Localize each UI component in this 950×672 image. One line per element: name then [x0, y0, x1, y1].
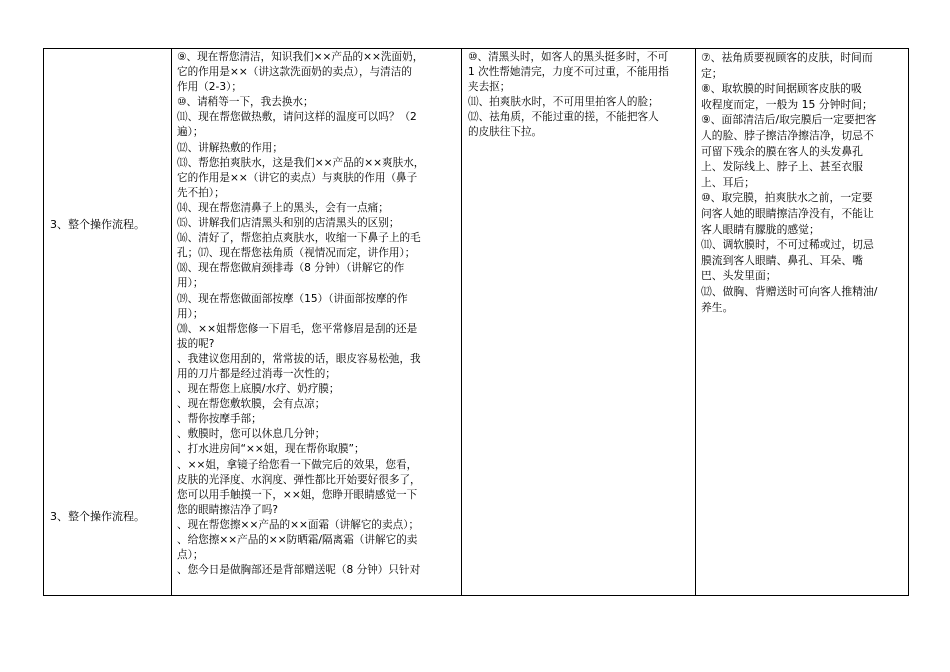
text-line: 孔；⒄、现在帮您祛角质（视情况而定，讲作用）；	[177, 247, 416, 260]
procedure-steps-column	[172, 49, 462, 595]
procedure-steps-text	[172, 49, 461, 578]
text-line: 、我建议您用刮的，常常拔的话，眼皮容易松弛，我	[177, 352, 421, 365]
text-line: 、现在帮您擦××产品的××面霜（讲解它的卖点）；	[177, 518, 420, 531]
text-line: 上、耳后；	[701, 175, 755, 189]
text-line: 问客人她的眼睛擦洁净没有，不能让	[701, 206, 874, 220]
text-line: 遍）；	[177, 126, 204, 139]
text-line: ⒂、讲解我们店清黑头和别的店清黑头的区别；	[177, 217, 400, 230]
notes-text	[696, 49, 909, 315]
text-line: 膜流到客人眼睛、鼻孔、耳朵、嘴	[701, 253, 863, 267]
text-line: ⒅、现在帮您做肩颈排毒（8 分钟）（讲解它的作	[177, 262, 405, 275]
row-label-column	[44, 49, 172, 595]
text-line: 1 次性帮她清完，力度不可过重，不能用指	[468, 66, 669, 79]
text-line: 、敷膜时，您可以休息几分钟；	[177, 428, 326, 441]
text-line: ⑿、做胸、背赠送时可向客人推精油/	[701, 284, 878, 298]
text-line: 、现在帮您敷软膜，会有点凉；	[177, 398, 326, 411]
text-line: 、现在帮您上底膜/水疗、奶疗膜；	[177, 383, 340, 396]
text-line: 夹去抠；	[468, 81, 511, 94]
notes-column	[696, 49, 909, 595]
text-line: ⒇、××姐帮您修一下眉毛，您平常修眉是刮的还是	[177, 322, 418, 335]
text-line: 、打水进房间“××姐，现在帮你取膜”；	[177, 443, 365, 456]
text-line: 拔的呢?	[177, 337, 215, 350]
text-line: ⑾、现在帮您做热敷，请问这样的温度可以吗？（2	[177, 111, 417, 124]
text-line: ⒆、现在帮您做面部按摩（15）（讲面部按摩的作	[177, 292, 408, 305]
text-line: 、帮你按摩手部；	[177, 413, 262, 426]
text-line: 定；	[701, 66, 723, 80]
text-line: ⑩、请稍等一下，我去换水；	[177, 96, 314, 109]
text-line: 巴、头发里面；	[701, 269, 777, 283]
text-line: ⑿、祛角质，不能过重的搓，不能把客人	[468, 111, 659, 124]
text-line: 用）；	[177, 307, 204, 320]
cautions-column	[462, 49, 696, 595]
text-line: 上、发际线上、脖子上、甚至衣服	[701, 160, 863, 174]
text-line: 客人眼睛有朦胧的感觉；	[701, 222, 820, 236]
row-label-lower: 3、整个操作流程。	[50, 510, 145, 523]
text-line: 您可以用手触摸一下，××姐，您睁开眼睛感觉一下	[177, 488, 418, 501]
text-line: 作用（2-3）；	[177, 81, 242, 94]
text-line: 皮肤的光泽度、水润度、弹性都比开始要好很多了，	[177, 473, 421, 486]
row-label-upper: 3、整个操作流程。	[50, 218, 145, 231]
text-line: 先不拍）；	[177, 186, 225, 199]
text-line: 可留下残余的膜在客人的头发鼻孔	[701, 144, 863, 158]
text-line: ⑾、拍爽肤水时，不可用里拍客人的脸；	[468, 96, 659, 109]
text-line: ⑦、祛角质要视顾客的皮肤，时间而	[701, 51, 873, 64]
text-line: 人的脸、脖子擦洁净擦洁净，切忌不	[701, 128, 874, 142]
text-line: 您的眼睛擦洁净了吗?	[177, 503, 278, 516]
text-line: ⒁、现在帮您清鼻子上的黑头，会有一点痛；	[177, 201, 389, 214]
text-line: 用的刀片都是经过消毒一次性的；	[177, 367, 336, 380]
text-line: ⑧、取软膜的时间据顾客皮肤的吸	[701, 82, 862, 96]
text-line: 养生。	[701, 300, 734, 314]
text-line: ⑿、讲解热敷的作用；	[177, 141, 283, 154]
text-line: 、给您擦××产品的××防晒霜/隔离霜（讲解它的卖	[177, 534, 418, 546]
text-line: 用）；	[177, 277, 204, 290]
text-line: 的皮肤往下拉。	[468, 126, 543, 139]
text-line: ⑩、取完膜，拍爽肤水之前，一定要	[701, 191, 873, 205]
text-line: ⒀、帮您拍爽肤水，这是我们××产品的××爽肤水，	[177, 156, 425, 169]
text-line: 它的作用是××（讲它的卖点）与爽肤的作用（鼻子	[177, 171, 418, 184]
text-line: 收程度而定，一般为 15 分钟时间；	[701, 97, 873, 111]
procedure-table	[43, 48, 909, 596]
text-line: 、您今日是做胸部还是背部赠送呢（8 分钟）只针对	[177, 564, 421, 577]
text-line: 、××姐，拿镜子给您看一下做完后的效果，您看，	[177, 458, 418, 471]
text-line: ⑨、面部清洁后/取完膜后一定要把客	[701, 113, 877, 127]
text-line: ⒃、清好了，帮您拍点爽肤水，收缩一下鼻子上的毛	[177, 232, 421, 245]
text-line: ⑾、调软膜时，不可过稀或过，切忌	[701, 238, 874, 252]
text-line: ⑩、清黑头时，如客人的黑头挺多时，不可	[468, 51, 669, 63]
text-line: 它的作用是××（讲这款洗面奶的卖点），与清洁的	[177, 66, 412, 79]
text-line: 点）；	[177, 549, 204, 562]
text-line: ⑨、现在帮您清洁，知识我们××产品的××洗面奶，	[177, 51, 424, 63]
cautions-text	[462, 49, 695, 141]
